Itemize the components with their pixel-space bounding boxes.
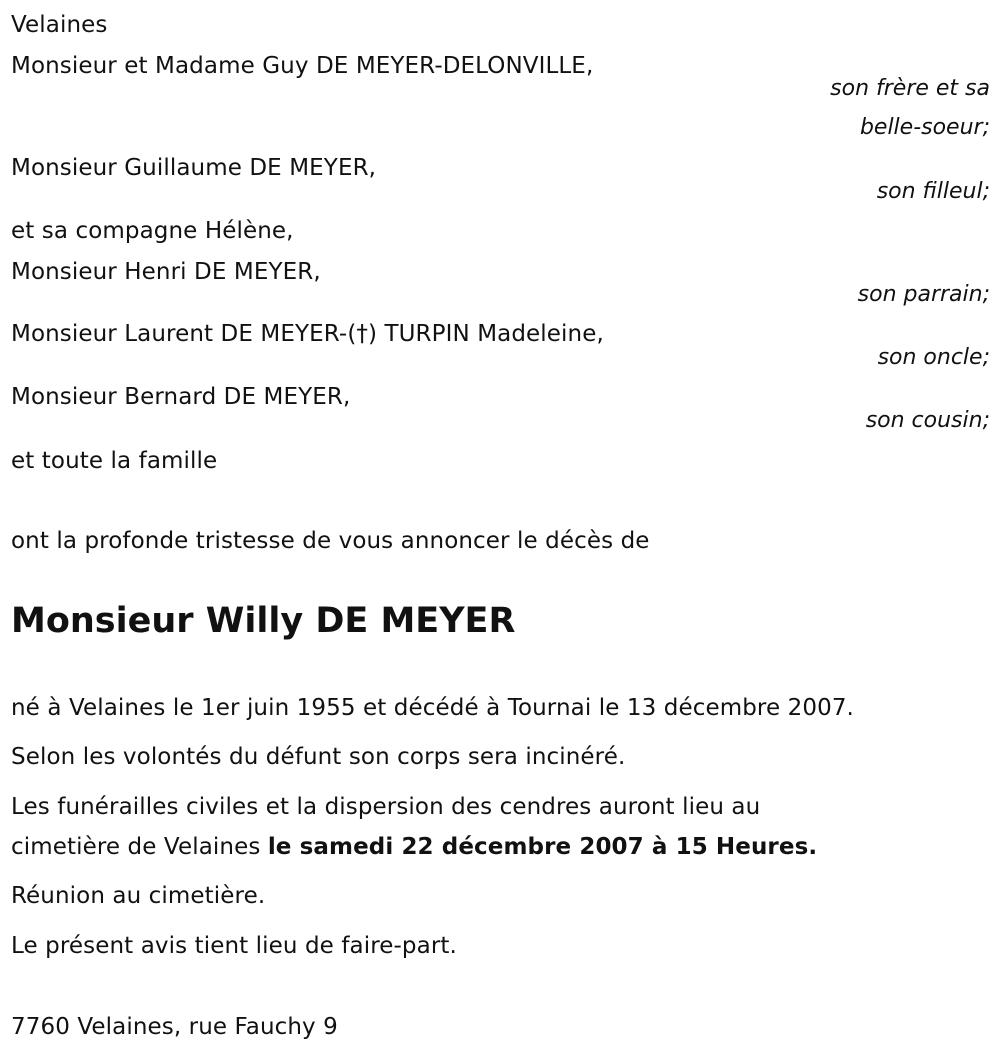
role-guy-line2: belle-soeur; bbox=[859, 115, 990, 140]
notice-text: Le présent avis tient lieu de faire-part. bbox=[11, 933, 457, 959]
funeral-text-line1: Les funérailles civiles et la dispersion des cendres auront lieu au bbox=[11, 794, 761, 820]
role-guillaume: son filleul; bbox=[876, 179, 990, 204]
birth-death-text: né à Velaines le 1er juin 1955 et décédé à Tournai le 13 décembre 2007. bbox=[11, 695, 854, 721]
role-laurent: son oncle; bbox=[877, 345, 990, 370]
funeral-location: cimetière de Velaines bbox=[11, 834, 268, 860]
family-member-guy: Monsieur et Madame Guy DE MEYER-DELONVILLE, bbox=[11, 53, 594, 79]
family-all: et toute la famille bbox=[11, 448, 218, 474]
funeral-text-line2 bbox=[11, 832, 817, 862]
family-member-laurent: Monsieur Laurent DE MEYER-(†) TURPIN Madeleine, bbox=[11, 321, 604, 347]
role-henri: son parrain; bbox=[857, 282, 990, 307]
deceased-name: Monsieur Willy DE MEYER bbox=[11, 601, 516, 641]
wish-text: Selon les volontés du défunt son corps sera incinéré. bbox=[11, 744, 626, 770]
address-text: 7760 Velaines, rue Fauchy 9 bbox=[11, 1014, 338, 1040]
village-name: Velaines bbox=[11, 12, 108, 38]
funeral-date: le samedi 22 décembre 2007 à 15 Heures. bbox=[267, 834, 818, 860]
role-guy-line1: son frère et sa bbox=[830, 76, 990, 101]
meeting-text: Réunion au cimetière. bbox=[11, 883, 266, 909]
family-member-guillaume: Monsieur Guillaume DE MEYER, bbox=[11, 155, 377, 181]
announcement-text: ont la profonde tristesse de vous annoncer le décès de bbox=[11, 528, 650, 554]
family-member-henri: Monsieur Henri DE MEYER, bbox=[11, 259, 321, 285]
family-member-helene: et sa compagne Hélène, bbox=[11, 218, 294, 244]
role-bernard: son cousin; bbox=[865, 408, 990, 433]
family-member-bernard: Monsieur Bernard DE MEYER, bbox=[11, 384, 351, 410]
